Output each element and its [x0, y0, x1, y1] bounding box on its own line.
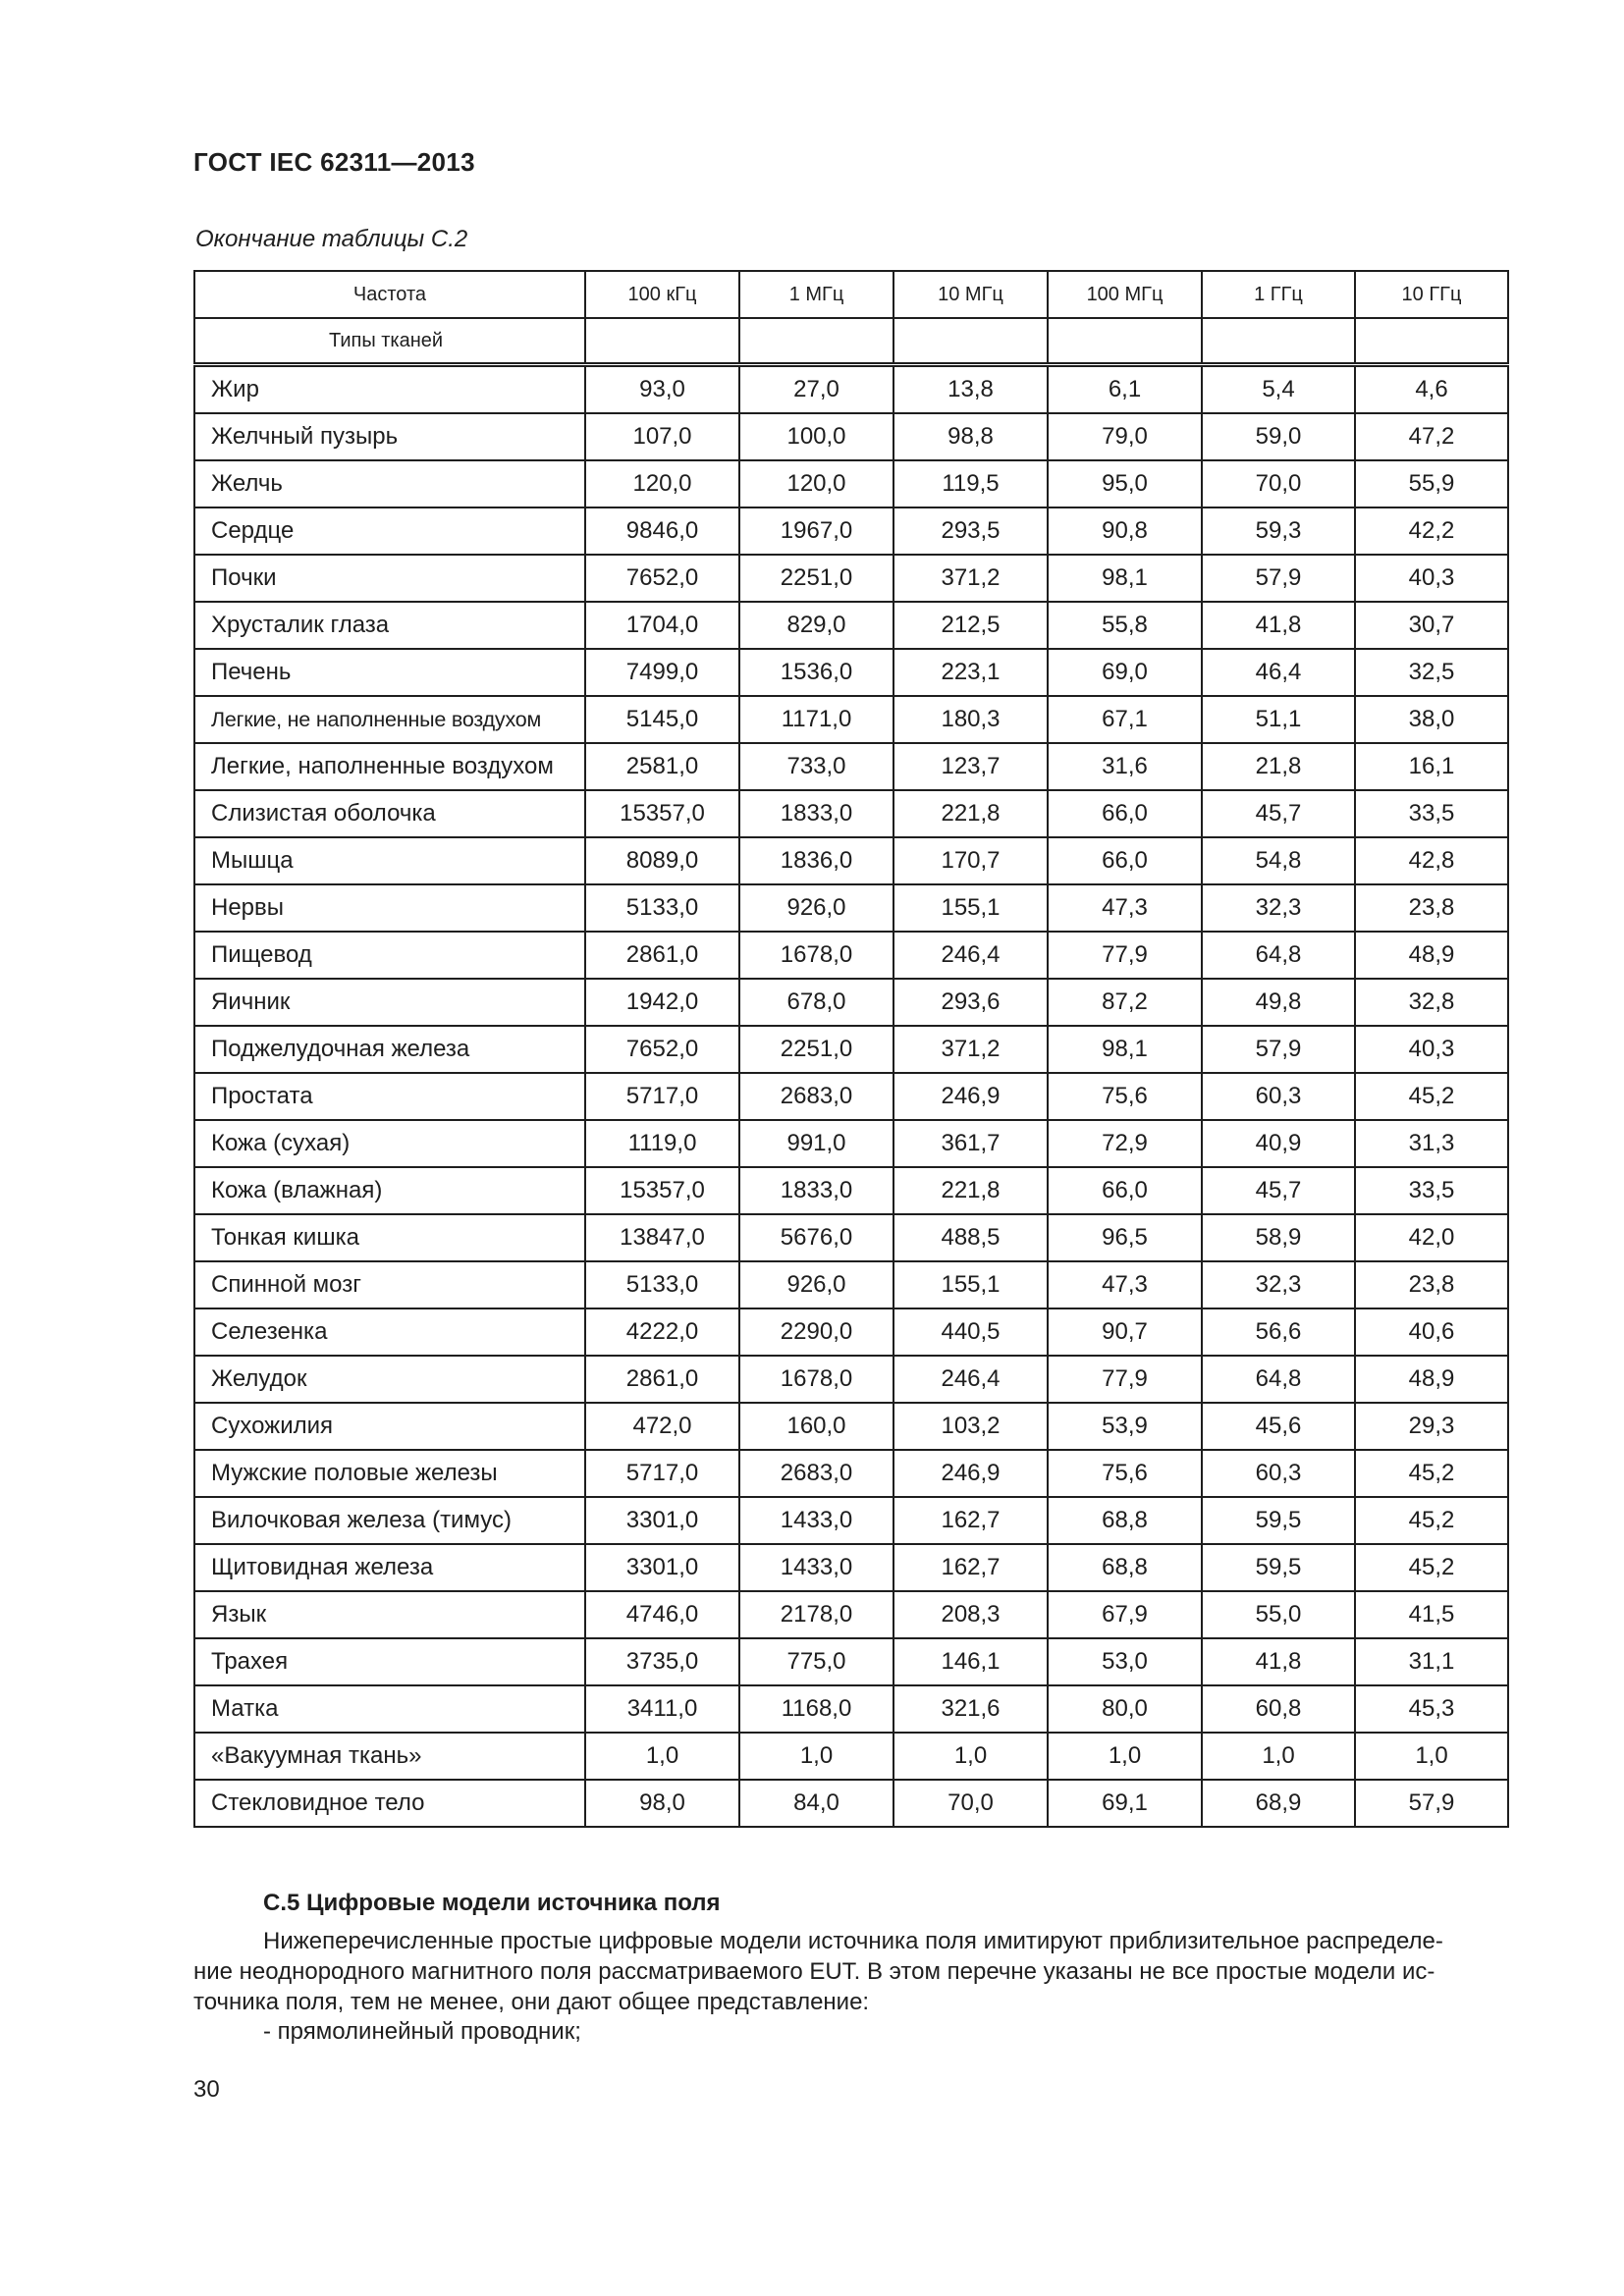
value-cell: 27,0	[739, 365, 893, 414]
value-cell: 55,0	[1202, 1591, 1355, 1638]
value-cell: 30,7	[1355, 602, 1508, 649]
value-cell: 13847,0	[585, 1214, 739, 1261]
table-row	[194, 1685, 1508, 1733]
value-cell: 5676,0	[739, 1214, 893, 1261]
value-cell: 13,8	[893, 365, 1048, 414]
value-cell: 58,9	[1202, 1214, 1355, 1261]
value-cell: 60,3	[1202, 1073, 1355, 1120]
value-cell: 4222,0	[585, 1308, 739, 1356]
value-cell: 1171,0	[739, 696, 893, 743]
section-paragraph	[193, 1926, 1507, 2017]
value-cell: 60,8	[1202, 1685, 1355, 1733]
document-header: ГОСТ IEC 62311—2013	[193, 147, 475, 177]
table-row	[194, 979, 1508, 1026]
value-cell: 991,0	[739, 1120, 893, 1167]
value-cell: 48,9	[1355, 1356, 1508, 1403]
tissue-name-cell: Пищевод	[194, 932, 585, 979]
value-cell: 66,0	[1048, 837, 1202, 884]
table-row	[194, 1073, 1508, 1120]
value-cell: 5145,0	[585, 696, 739, 743]
table-row	[194, 413, 1508, 460]
value-cell: 1,0	[1202, 1733, 1355, 1780]
value-cell: 69,1	[1048, 1780, 1202, 1827]
table-row	[194, 649, 1508, 696]
value-cell: 54,8	[1202, 837, 1355, 884]
value-cell: 51,1	[1202, 696, 1355, 743]
value-cell: 98,1	[1048, 555, 1202, 602]
value-cell: 70,0	[1202, 460, 1355, 507]
value-cell: 31,1	[1355, 1638, 1508, 1685]
value-cell: 371,2	[893, 1026, 1048, 1073]
empty-header-cell	[739, 318, 893, 365]
tissue-types-header: Типы тканей	[194, 318, 585, 365]
table-row	[194, 884, 1508, 932]
frequency-column-header: 10 МГц	[893, 271, 1048, 318]
value-cell: 5,4	[1202, 365, 1355, 414]
value-cell: 1836,0	[739, 837, 893, 884]
value-cell: 2861,0	[585, 1356, 739, 1403]
table-row	[194, 743, 1508, 790]
value-cell: 212,5	[893, 602, 1048, 649]
value-cell: 100,0	[739, 413, 893, 460]
value-cell: 2251,0	[739, 555, 893, 602]
value-cell: 293,6	[893, 979, 1048, 1026]
table-row	[194, 790, 1508, 837]
value-cell: 68,8	[1048, 1544, 1202, 1591]
value-cell: 57,9	[1355, 1780, 1508, 1827]
value-cell: 2683,0	[739, 1450, 893, 1497]
value-cell: 46,4	[1202, 649, 1355, 696]
value-cell: 120,0	[585, 460, 739, 507]
value-cell: 75,6	[1048, 1450, 1202, 1497]
tissue-name-cell: Легкие, наполненные воздухом	[194, 743, 585, 790]
value-cell: 59,5	[1202, 1544, 1355, 1591]
tissue-name-cell: Печень	[194, 649, 585, 696]
value-cell: 40,6	[1355, 1308, 1508, 1356]
table-row	[194, 1497, 1508, 1544]
value-cell: 15357,0	[585, 1167, 739, 1214]
value-cell: 98,8	[893, 413, 1048, 460]
tissue-name-cell: Хрусталик глаза	[194, 602, 585, 649]
value-cell: 2178,0	[739, 1591, 893, 1638]
tissue-name-cell: Вилочковая железа (тимус)	[194, 1497, 585, 1544]
value-cell: 3411,0	[585, 1685, 739, 1733]
value-cell: 246,4	[893, 932, 1048, 979]
table-row	[194, 1638, 1508, 1685]
value-cell: 56,6	[1202, 1308, 1355, 1356]
tissue-name-cell: Легкие, не наполненные воздухом	[194, 696, 585, 743]
tissue-name-cell: Простата	[194, 1073, 585, 1120]
value-cell: 66,0	[1048, 1167, 1202, 1214]
value-cell: 5717,0	[585, 1073, 739, 1120]
tissue-name-cell: Почки	[194, 555, 585, 602]
value-cell: 69,0	[1048, 649, 1202, 696]
value-cell: 3301,0	[585, 1544, 739, 1591]
value-cell: 1967,0	[739, 507, 893, 555]
value-cell: 95,0	[1048, 460, 1202, 507]
table-row	[194, 1026, 1508, 1073]
value-cell: 70,0	[893, 1780, 1048, 1827]
value-cell: 53,9	[1048, 1403, 1202, 1450]
frequency-column-header: 100 МГц	[1048, 271, 1202, 318]
list-item: - прямолинейный проводник;	[263, 2018, 581, 2045]
value-cell: 1678,0	[739, 1356, 893, 1403]
value-cell: 678,0	[739, 979, 893, 1026]
value-cell: 90,7	[1048, 1308, 1202, 1356]
value-cell: 64,8	[1202, 932, 1355, 979]
table-header-row	[194, 271, 1508, 318]
table-row	[194, 1733, 1508, 1780]
value-cell: 8089,0	[585, 837, 739, 884]
value-cell: 5717,0	[585, 1450, 739, 1497]
value-cell: 221,8	[893, 1167, 1048, 1214]
value-cell: 1,0	[1355, 1733, 1508, 1780]
value-cell: 926,0	[739, 884, 893, 932]
tissue-name-cell: Жир	[194, 365, 585, 414]
value-cell: 32,3	[1202, 1261, 1355, 1308]
value-cell: 32,8	[1355, 979, 1508, 1026]
value-cell: 45,2	[1355, 1450, 1508, 1497]
value-cell: 321,6	[893, 1685, 1048, 1733]
table-row	[194, 507, 1508, 555]
value-cell: 45,7	[1202, 1167, 1355, 1214]
value-cell: 41,8	[1202, 602, 1355, 649]
value-cell: 223,1	[893, 649, 1048, 696]
value-cell: 775,0	[739, 1638, 893, 1685]
value-cell: 155,1	[893, 884, 1048, 932]
value-cell: 33,5	[1355, 1167, 1508, 1214]
empty-header-cell	[585, 318, 739, 365]
value-cell: 926,0	[739, 1261, 893, 1308]
value-cell: 208,3	[893, 1591, 1048, 1638]
value-cell: 7652,0	[585, 555, 739, 602]
value-cell: 1119,0	[585, 1120, 739, 1167]
value-cell: 45,2	[1355, 1073, 1508, 1120]
value-cell: 3735,0	[585, 1638, 739, 1685]
value-cell: 160,0	[739, 1403, 893, 1450]
table-row	[194, 1120, 1508, 1167]
value-cell: 246,4	[893, 1356, 1048, 1403]
empty-header-cell	[1202, 318, 1355, 365]
value-cell: 23,8	[1355, 884, 1508, 932]
value-cell: 49,8	[1202, 979, 1355, 1026]
value-cell: 77,9	[1048, 932, 1202, 979]
value-cell: 1,0	[585, 1733, 739, 1780]
tissue-name-cell: Тонкая кишка	[194, 1214, 585, 1261]
value-cell: 53,0	[1048, 1638, 1202, 1685]
value-cell: 361,7	[893, 1120, 1048, 1167]
frequency-column-header: 1 МГц	[739, 271, 893, 318]
frequency-column-header: 10 ГГц	[1355, 271, 1508, 318]
table-row	[194, 365, 1508, 414]
value-cell: 72,9	[1048, 1120, 1202, 1167]
table-row	[194, 1780, 1508, 1827]
value-cell: 2861,0	[585, 932, 739, 979]
value-cell: 1536,0	[739, 649, 893, 696]
value-cell: 4746,0	[585, 1591, 739, 1638]
value-cell: 9846,0	[585, 507, 739, 555]
value-cell: 55,9	[1355, 460, 1508, 507]
tissue-name-cell: Кожа (сухая)	[194, 1120, 585, 1167]
value-cell: 1168,0	[739, 1685, 893, 1733]
table-row	[194, 1214, 1508, 1261]
value-cell: 180,3	[893, 696, 1048, 743]
value-cell: 1942,0	[585, 979, 739, 1026]
table-row	[194, 1261, 1508, 1308]
value-cell: 32,5	[1355, 649, 1508, 696]
tissue-name-cell: Селезенка	[194, 1308, 585, 1356]
value-cell: 2251,0	[739, 1026, 893, 1073]
value-cell: 2581,0	[585, 743, 739, 790]
value-cell: 1833,0	[739, 1167, 893, 1214]
value-cell: 488,5	[893, 1214, 1048, 1261]
tissue-name-cell: Желчь	[194, 460, 585, 507]
value-cell: 371,2	[893, 555, 1048, 602]
value-cell: 55,8	[1048, 602, 1202, 649]
value-cell: 472,0	[585, 1403, 739, 1450]
tissue-name-cell: Сердце	[194, 507, 585, 555]
table-row	[194, 1403, 1508, 1450]
table-subheader-row	[194, 318, 1508, 365]
tissue-name-cell: «Вакуумная ткань»	[194, 1733, 585, 1780]
value-cell: 246,9	[893, 1450, 1048, 1497]
value-cell: 103,2	[893, 1403, 1048, 1450]
value-cell: 5133,0	[585, 884, 739, 932]
table-caption: Окончание таблицы С.2	[195, 226, 468, 252]
tissue-name-cell: Поджелудочная железа	[194, 1026, 585, 1073]
value-cell: 155,1	[893, 1261, 1048, 1308]
value-cell: 98,1	[1048, 1026, 1202, 1073]
value-cell: 75,6	[1048, 1073, 1202, 1120]
value-cell: 2290,0	[739, 1308, 893, 1356]
value-cell: 45,6	[1202, 1403, 1355, 1450]
value-cell: 48,9	[1355, 932, 1508, 979]
value-cell: 93,0	[585, 365, 739, 414]
value-cell: 41,8	[1202, 1638, 1355, 1685]
value-cell: 1678,0	[739, 932, 893, 979]
value-cell: 31,6	[1048, 743, 1202, 790]
table-row	[194, 932, 1508, 979]
value-cell: 23,8	[1355, 1261, 1508, 1308]
tissue-name-cell: Трахея	[194, 1638, 585, 1685]
table-row	[194, 460, 1508, 507]
value-cell: 829,0	[739, 602, 893, 649]
value-cell: 107,0	[585, 413, 739, 460]
frequency-column-header: 1 ГГц	[1202, 271, 1355, 318]
value-cell: 45,2	[1355, 1497, 1508, 1544]
value-cell: 42,0	[1355, 1214, 1508, 1261]
tissue-name-cell: Сухожилия	[194, 1403, 585, 1450]
value-cell: 90,8	[1048, 507, 1202, 555]
value-cell: 246,9	[893, 1073, 1048, 1120]
value-cell: 1704,0	[585, 602, 739, 649]
section-title: С.5 Цифровые модели источника поля	[263, 1890, 721, 1916]
value-cell: 1833,0	[739, 790, 893, 837]
value-cell: 77,9	[1048, 1356, 1202, 1403]
value-cell: 7652,0	[585, 1026, 739, 1073]
paragraph-line: ние неоднородного магнитного поля рассматриваемого EUT. В этом перечне указаны не все простые модели ис-	[193, 1958, 1435, 1985]
value-cell: 3301,0	[585, 1497, 739, 1544]
value-cell: 47,3	[1048, 884, 1202, 932]
value-cell: 4,6	[1355, 365, 1508, 414]
value-cell: 40,9	[1202, 1120, 1355, 1167]
value-cell: 80,0	[1048, 1685, 1202, 1733]
value-cell: 98,0	[585, 1780, 739, 1827]
value-cell: 29,3	[1355, 1403, 1508, 1450]
value-cell: 59,3	[1202, 507, 1355, 555]
value-cell: 84,0	[739, 1780, 893, 1827]
tissue-name-cell: Кожа (влажная)	[194, 1167, 585, 1214]
value-cell: 57,9	[1202, 555, 1355, 602]
tissue-name-cell: Спинной мозг	[194, 1261, 585, 1308]
value-cell: 7499,0	[585, 649, 739, 696]
tissue-name-cell: Матка	[194, 1685, 585, 1733]
value-cell: 57,9	[1202, 1026, 1355, 1073]
value-cell: 1,0	[1048, 1733, 1202, 1780]
value-cell: 733,0	[739, 743, 893, 790]
paragraph-line: точника поля, тем не менее, они дают общее представление:	[193, 1989, 870, 2015]
value-cell: 41,5	[1355, 1591, 1508, 1638]
value-cell: 79,0	[1048, 413, 1202, 460]
value-cell: 146,1	[893, 1638, 1048, 1685]
value-cell: 16,1	[1355, 743, 1508, 790]
page-number: 30	[193, 2076, 220, 2103]
value-cell: 1433,0	[739, 1544, 893, 1591]
value-cell: 64,8	[1202, 1356, 1355, 1403]
empty-header-cell	[1048, 318, 1202, 365]
value-cell: 40,3	[1355, 555, 1508, 602]
value-cell: 67,1	[1048, 696, 1202, 743]
value-cell: 6,1	[1048, 365, 1202, 414]
value-cell: 2683,0	[739, 1073, 893, 1120]
value-cell: 1433,0	[739, 1497, 893, 1544]
value-cell: 15357,0	[585, 790, 739, 837]
tissue-name-cell: Желудок	[194, 1356, 585, 1403]
value-cell: 40,3	[1355, 1026, 1508, 1073]
empty-header-cell	[893, 318, 1048, 365]
empty-header-cell	[1355, 318, 1508, 365]
tissue-name-cell: Стекловидное тело	[194, 1780, 585, 1827]
value-cell: 5133,0	[585, 1261, 739, 1308]
paragraph-line: Нижеперечисленные простые цифровые модели источника поля имитируют приблизительное распределе-	[263, 1928, 1443, 1954]
value-cell: 60,3	[1202, 1450, 1355, 1497]
tissue-name-cell: Мышца	[194, 837, 585, 884]
table-row	[194, 1591, 1508, 1638]
value-cell: 47,3	[1048, 1261, 1202, 1308]
value-cell: 59,5	[1202, 1497, 1355, 1544]
value-cell: 38,0	[1355, 696, 1508, 743]
table-row	[194, 696, 1508, 743]
value-cell: 67,9	[1048, 1591, 1202, 1638]
value-cell: 42,8	[1355, 837, 1508, 884]
value-cell: 170,7	[893, 837, 1048, 884]
value-cell: 123,7	[893, 743, 1048, 790]
tissue-table	[193, 270, 1509, 1828]
table-row	[194, 1308, 1508, 1356]
value-cell: 66,0	[1048, 790, 1202, 837]
value-cell: 45,2	[1355, 1544, 1508, 1591]
value-cell: 42,2	[1355, 507, 1508, 555]
value-cell: 1,0	[893, 1733, 1048, 1780]
table-row	[194, 1544, 1508, 1591]
value-cell: 59,0	[1202, 413, 1355, 460]
value-cell: 47,2	[1355, 413, 1508, 460]
value-cell: 96,5	[1048, 1214, 1202, 1261]
value-cell: 162,7	[893, 1497, 1048, 1544]
tissue-name-cell: Нервы	[194, 884, 585, 932]
value-cell: 21,8	[1202, 743, 1355, 790]
value-cell: 33,5	[1355, 790, 1508, 837]
value-cell: 45,3	[1355, 1685, 1508, 1733]
value-cell: 32,3	[1202, 884, 1355, 932]
value-cell: 45,7	[1202, 790, 1355, 837]
table-row	[194, 1167, 1508, 1214]
value-cell: 1,0	[739, 1733, 893, 1780]
table-row	[194, 837, 1508, 884]
value-cell: 68,9	[1202, 1780, 1355, 1827]
tissue-name-cell: Мужские половые железы	[194, 1450, 585, 1497]
value-cell: 293,5	[893, 507, 1048, 555]
tissue-name-cell: Желчный пузырь	[194, 413, 585, 460]
tissue-name-cell: Слизистая оболочка	[194, 790, 585, 837]
value-cell: 87,2	[1048, 979, 1202, 1026]
frequency-column-header: 100 кГц	[585, 271, 739, 318]
table-row	[194, 1450, 1508, 1497]
value-cell: 31,3	[1355, 1120, 1508, 1167]
table-row	[194, 602, 1508, 649]
tissue-name-cell: Язык	[194, 1591, 585, 1638]
frequency-header: Частота	[194, 271, 585, 318]
table-row	[194, 555, 1508, 602]
value-cell: 440,5	[893, 1308, 1048, 1356]
value-cell: 120,0	[739, 460, 893, 507]
value-cell: 162,7	[893, 1544, 1048, 1591]
table-row	[194, 1356, 1508, 1403]
tissue-name-cell: Яичник	[194, 979, 585, 1026]
value-cell: 221,8	[893, 790, 1048, 837]
value-cell: 68,8	[1048, 1497, 1202, 1544]
tissue-name-cell: Щитовидная железа	[194, 1544, 585, 1591]
value-cell: 119,5	[893, 460, 1048, 507]
